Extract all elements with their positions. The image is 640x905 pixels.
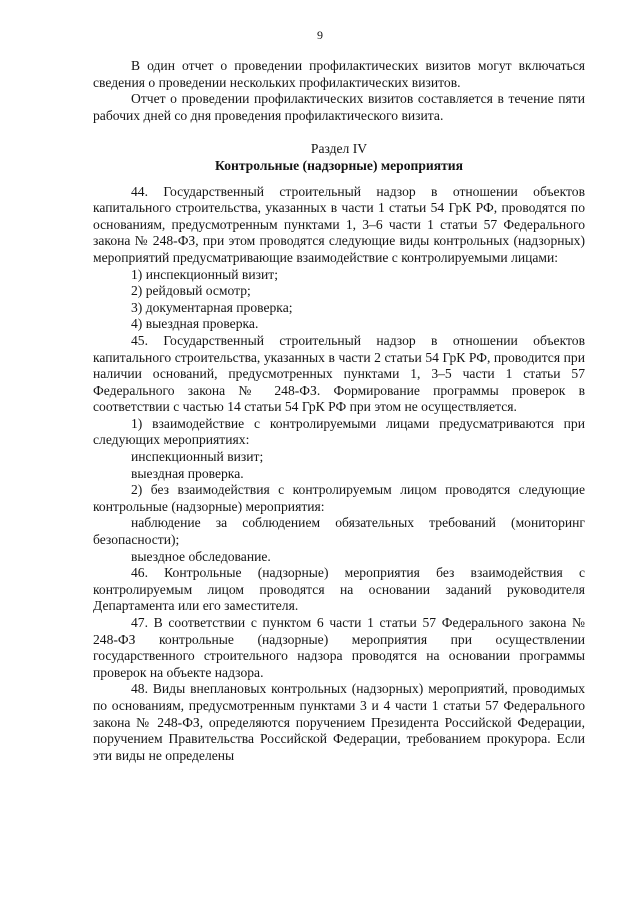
paragraph-44-item-4: 4) выездная проверка. — [131, 316, 259, 332]
paragraph-45-sub-1: 1) взаимодействие с контролируемыми лицами предусматриваются при следующих мероприятиях: — [93, 415, 585, 448]
paragraph-47: 47. В соответствии с пунктом 6 части 1 статьи 57 Федерального закона № 248-ФЗ контрольные (надзорные) мероприятия при осуществлении государственного строительного надзора проводятся на основании программы проверок на объекте надзора. — [93, 615, 585, 680]
paragraph-45-sub-2-item-2: выездное обследование. — [131, 548, 271, 564]
paragraph-44-item-3: 3) документарная проверка; — [131, 299, 293, 315]
paragraph-45-sub-2: 2) без взаимодействия с контролируемым лицом проводятся следующие контрольные (надзорные) мероприятия: — [93, 482, 585, 514]
paragraph-45: 45. Государственный строительный надзор в отношении объектов капитального строительства, указанных в части 2 статьи 54 ГрК РФ, проводится при наличии оснований, предусмотренных пунктами 1, 3–5 части 1 статьи 57 Федерального закона № 248-ФЗ. Формирование программы проверок в соответствии с частью 14 статьи 54 ГрК РФ при этом не осуществляется. — [93, 332, 585, 415]
paragraph-45-sub-1-item-2: выездная проверка. — [131, 465, 244, 481]
page-number: 9 — [317, 28, 323, 42]
paragraph-44-item-2: 2) рейдовый осмотр; — [131, 283, 251, 299]
paragraph-45-sub-1-item-1: инспекционный визит; — [131, 449, 264, 465]
paragraph-44: 44. Государственный строительный надзор в отношении объектов капитального строительства, указанных в части 1 статьи 54 ГрК РФ, проводятся по основаниям, предусмотренным пунктами 1, 3–6 части 1 статьи 57 Федерального закона № 248-ФЗ, при этом проводятся следующие виды контрольных (надзорных) мероприятий предусматривающие взаимодействие с контролируемыми лицами: — [93, 183, 585, 265]
paragraph-46: 46. Контрольные (надзорные) мероприятия без взаимодействия с контролируемым лицом проводятся на основании заданий руководителя Департамента или его заместителя. — [93, 565, 585, 614]
section-spacer — [93, 124, 585, 141]
section-title: Контрольные (надзорные) мероприятия — [215, 157, 463, 173]
paragraph-45-sub-2-item-1: наблюдение за соблюдением обязательных требований (мониторинг безопасности); — [93, 515, 585, 548]
intro-paragraph-2: Отчет о проведении профилактических визитов составляется в течение пяти рабочих дней со дня проведения профилактического визита. — [93, 91, 585, 123]
page-content — [93, 58, 585, 764]
section-label: Раздел IV — [310, 141, 368, 157]
paragraph-44-item-1: 1) инспекционный визит; — [131, 266, 278, 282]
intro-paragraph-1: В один отчет о проведении профилактических визитов могут включаться сведения о проведении нескольких профилактических визитов. — [93, 58, 585, 90]
paragraph-48: 48. Виды внеплановых контрольных (надзорных) мероприятий, проводимых по основаниям, предусмотренным пунктами 3 и 4 части 1 статьи 57 Федерального закона № 248-ФЗ, определяются поручением Президента Российской Федерации, поручением Правительства Российской Федерации, требованием прокурора. Если эти виды не определены — [93, 681, 585, 763]
